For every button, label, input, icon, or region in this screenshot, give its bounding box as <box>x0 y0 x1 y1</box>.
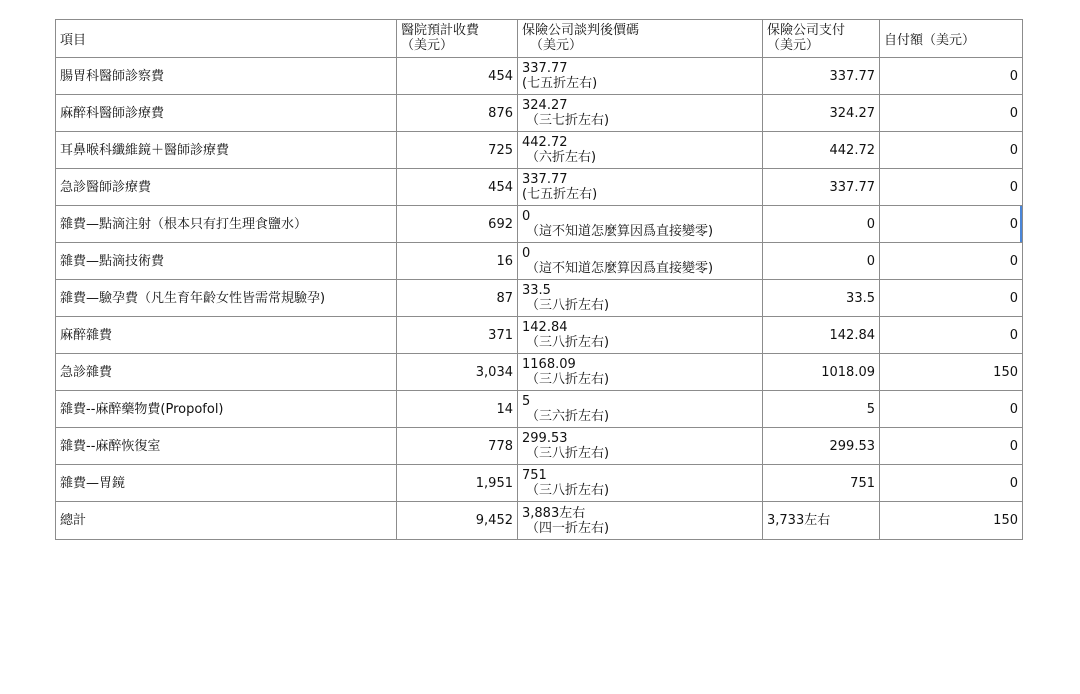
row-insurer-paid: 5 <box>763 391 880 428</box>
header-row <box>56 20 1023 58</box>
row-insurer-paid: 0 <box>763 206 880 243</box>
row-self-pay: 0 <box>880 58 1023 95</box>
row-item: 雜費--麻醉恢復室 <box>56 428 397 465</box>
row-insurer-paid: 324.27 <box>763 95 880 132</box>
row-insurer-paid: 337.77 <box>763 169 880 206</box>
table-row <box>56 206 1023 243</box>
total-self-pay: 150 <box>880 502 1023 540</box>
row-negotiated-note: （這不知道怎麼算因爲直接變零) <box>526 261 714 276</box>
row-negotiated-value: 33.5 <box>522 283 551 298</box>
header-self-pay <box>880 20 1023 58</box>
header-hospital-charge <box>397 20 518 58</box>
row-self-pay: 0 <box>880 391 1023 428</box>
table-row <box>56 169 1023 206</box>
row-item: 雜費—點滴技術費 <box>56 243 397 280</box>
total-hospital-charge: 9,452 <box>397 502 518 540</box>
table-row <box>56 465 1023 502</box>
total-insurer-paid: 3,733左右 <box>763 502 880 540</box>
row-negotiated-note: (七五折左右) <box>522 76 598 91</box>
row-hospital-charge: 371 <box>397 317 518 354</box>
row-negotiated-note: （三八折左右) <box>526 372 610 387</box>
row-hospital-charge: 87 <box>397 280 518 317</box>
row-self-pay: 0 <box>880 280 1023 317</box>
row-insurer-paid: 0 <box>763 243 880 280</box>
row-insurer-paid: 337.77 <box>763 58 880 95</box>
row-hospital-charge: 725 <box>397 132 518 169</box>
row-item: 急診雜費 <box>56 354 397 391</box>
row-insurer-paid: 299.53 <box>763 428 880 465</box>
row-self-pay: 0 <box>880 317 1023 354</box>
header-self-pay-label: 自付額（美元） <box>884 32 976 48</box>
row-hospital-charge: 3,034 <box>397 354 518 391</box>
table-row <box>56 280 1023 317</box>
row-negotiated <box>518 95 763 132</box>
row-negotiated-value: 0 <box>522 209 531 224</box>
row-self-pay: 150 <box>880 354 1023 391</box>
row-item: 腸胃科醫師診察費 <box>56 58 397 95</box>
row-hospital-charge: 876 <box>397 95 518 132</box>
table-row <box>56 317 1023 354</box>
row-negotiated-value: 1168.09 <box>522 357 576 372</box>
row-negotiated-value: 751 <box>522 468 547 483</box>
medical-bill-table <box>55 19 1023 540</box>
row-negotiated-note: （三八折左右) <box>526 446 610 461</box>
row-self-pay: 0 <box>880 465 1023 502</box>
row-hospital-charge: 454 <box>397 58 518 95</box>
row-negotiated <box>518 391 763 428</box>
row-negotiated-value: 5 <box>522 394 531 409</box>
header-item-label: 項目 <box>60 32 87 48</box>
row-negotiated <box>518 206 763 243</box>
row-negotiated-value: 337.77 <box>522 172 568 187</box>
row-negotiated-note: （三八折左右) <box>526 298 610 313</box>
row-negotiated <box>518 317 763 354</box>
table-body <box>56 20 1023 540</box>
header-insurer-paid <box>763 20 880 58</box>
row-negotiated <box>518 280 763 317</box>
row-negotiated-note: （這不知道怎麼算因爲直接變零) <box>526 224 714 239</box>
row-negotiated <box>518 243 763 280</box>
row-item: 雜費--麻醉藥物費(Propofol) <box>56 391 397 428</box>
header-paid-label: 保險公司支付 <box>767 23 846 38</box>
table-row <box>56 354 1023 391</box>
row-item: 耳鼻喉科纖維鏡＋醫師診療費 <box>56 132 397 169</box>
row-negotiated-note: （三六折左右) <box>526 409 610 424</box>
row-negotiated-value: 299.53 <box>522 431 568 446</box>
row-insurer-paid: 33.5 <box>763 280 880 317</box>
table-row <box>56 95 1023 132</box>
row-negotiated-note: （三八折左右) <box>526 335 610 350</box>
row-negotiated-value: 442.72 <box>522 135 568 150</box>
row-negotiated <box>518 354 763 391</box>
row-negotiated <box>518 465 763 502</box>
total-row <box>56 502 1023 540</box>
row-hospital-charge: 454 <box>397 169 518 206</box>
row-item: 麻醉科醫師診療費 <box>56 95 397 132</box>
row-self-pay: 0 <box>880 132 1023 169</box>
row-negotiated-value: 142.84 <box>522 320 568 335</box>
table-row <box>56 428 1023 465</box>
row-hospital-charge: 14 <box>397 391 518 428</box>
row-negotiated <box>518 132 763 169</box>
row-item: 雜費—胃鏡 <box>56 465 397 502</box>
table-row <box>56 58 1023 95</box>
row-self-pay: 0 <box>880 95 1023 132</box>
header-hospital-label: 醫院預計收費 <box>401 23 480 38</box>
row-negotiated-note: （六折左右) <box>526 150 597 165</box>
header-hospital-unit: （美元） <box>401 38 454 53</box>
row-hospital-charge: 778 <box>397 428 518 465</box>
row-insurer-paid: 1018.09 <box>763 354 880 391</box>
row-self-pay: 0 <box>880 428 1023 465</box>
row-item: 麻醉雜費 <box>56 317 397 354</box>
row-negotiated-note: （三七折左右) <box>526 113 610 128</box>
row-hospital-charge: 1,951 <box>397 465 518 502</box>
total-negotiated <box>518 502 763 540</box>
row-insurer-paid: 442.72 <box>763 132 880 169</box>
row-self-pay: 0 <box>880 243 1023 280</box>
row-item: 急診醫師診療費 <box>56 169 397 206</box>
row-self-pay-selected-cell[interactable]: 0 <box>880 206 1023 243</box>
row-item: 雜費—驗孕費（凡生育年齡女性皆需常規驗孕) <box>56 280 397 317</box>
row-insurer-paid: 142.84 <box>763 317 880 354</box>
table-row <box>56 243 1023 280</box>
row-insurer-paid: 751 <box>763 465 880 502</box>
row-negotiated-value: 337.77 <box>522 61 568 76</box>
total-label: 總計 <box>56 502 397 540</box>
table-row <box>56 391 1023 428</box>
total-negotiated-value: 3,883左右 <box>522 505 586 521</box>
row-negotiated-value: 324.27 <box>522 98 568 113</box>
row-negotiated <box>518 169 763 206</box>
cropped-text-line <box>75 686 975 694</box>
row-hospital-charge: 16 <box>397 243 518 280</box>
row-hospital-charge: 692 <box>397 206 518 243</box>
header-negotiated-label: 保險公司談判後價碼 <box>522 23 640 38</box>
row-self-pay: 0 <box>880 169 1023 206</box>
header-negotiated-unit: （美元） <box>530 38 583 53</box>
header-paid-unit: （美元） <box>767 38 820 53</box>
table-row <box>56 132 1023 169</box>
row-negotiated-note: （三八折左右) <box>526 483 610 498</box>
row-negotiated-value: 0 <box>522 246 531 261</box>
header-item <box>56 20 397 58</box>
row-item: 雜費—點滴注射（根本只有打生理食鹽水） <box>56 206 397 243</box>
row-negotiated <box>518 58 763 95</box>
header-negotiated-price <box>518 20 763 58</box>
row-negotiated-note: (七五折左右) <box>522 187 598 202</box>
row-negotiated <box>518 428 763 465</box>
total-negotiated-note: （四一折左右) <box>526 520 610 536</box>
